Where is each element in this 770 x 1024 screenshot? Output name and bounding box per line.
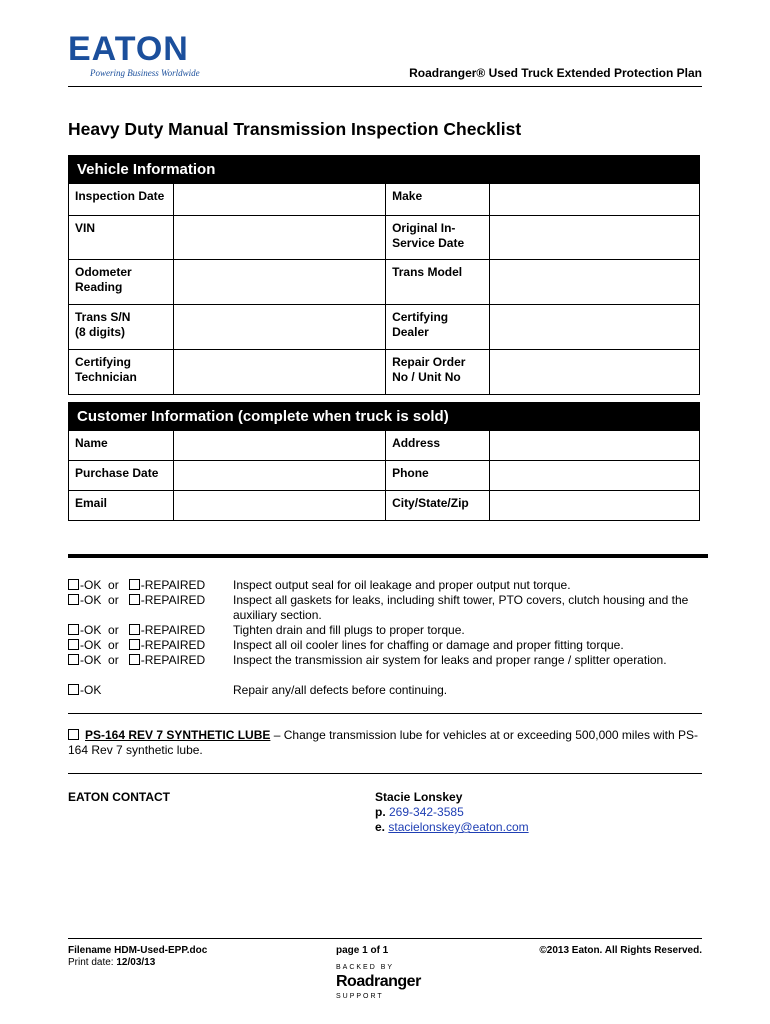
name-field[interactable]	[173, 431, 385, 461]
city-state-zip-field[interactable]	[489, 491, 699, 521]
check-item-2: Inspect all gaskets for leaks, including shift tower, PTO covers, clutch housing and the auxiliary section.	[233, 593, 689, 622]
check-row-3: -OK or -REPAIRED	[68, 623, 205, 638]
repaired-checkbox[interactable]	[129, 594, 140, 605]
certifying-dealer-field[interactable]	[490, 305, 700, 350]
odometer-label: Odometer Reading	[69, 260, 174, 305]
ok-checkbox[interactable]	[68, 579, 79, 590]
certifying-dealer-label: Certifying Dealer	[386, 305, 490, 350]
checklist-divider	[68, 554, 708, 558]
make-label: Make	[386, 184, 490, 216]
contact-email: e. stacielonskey@eaton.com	[375, 820, 529, 834]
roadranger-logo: Roadranger	[336, 973, 421, 990]
email-field[interactable]	[173, 491, 385, 521]
vin-label: VIN	[69, 216, 174, 260]
customer-info-heading: Customer Information (complete when truck is sold)	[69, 403, 700, 431]
vehicle-info-table	[68, 155, 700, 395]
footer-file-info	[68, 945, 207, 969]
lube-title: PS-164 REV 7 SYNTHETIC LUBE	[85, 728, 271, 742]
phone-label: Phone	[386, 461, 490, 491]
eaton-logo: EATON	[68, 30, 189, 68]
vehicle-info-heading: Vehicle Information	[69, 156, 700, 184]
lube-divider-top	[68, 713, 702, 714]
customer-info-table	[68, 402, 700, 521]
ok-checkbox[interactable]	[68, 684, 79, 695]
contact-phone: p. 269-342-3585	[375, 805, 464, 819]
check-row-2: -OK or -REPAIRED	[68, 593, 205, 608]
plan-title: Roadranger® Used Truck Extended Protection Plan	[409, 66, 702, 80]
check-item-3: Tighten drain and fill plugs to proper torque.	[233, 623, 465, 637]
copyright: ©2013 Eaton. All Rights Reserved.	[539, 945, 702, 956]
ok-checkbox[interactable]	[68, 594, 79, 605]
header-divider	[68, 86, 702, 87]
filename: Filename HDM-Used-EPP.doc	[68, 945, 208, 956]
page-title: Heavy Duty Manual Transmission Inspection Checklist	[68, 119, 522, 139]
vin-field[interactable]	[173, 216, 385, 260]
check-item-final: Repair any/all defects before continuing.	[233, 683, 448, 697]
check-item-5: Inspect the transmission air system for leaks and proper range / splitter operation.	[233, 653, 667, 667]
certifying-technician-label: Certifying Technician	[69, 350, 174, 395]
lube-row	[68, 728, 704, 758]
address-label: Address	[386, 431, 490, 461]
contact-email-link[interactable]: stacielonskey@eaton.com	[388, 820, 529, 834]
print-date: Print date: 12/03/13	[68, 957, 156, 968]
eaton-contact-label: EATON CONTACT	[68, 790, 170, 804]
purchase-date-label: Purchase Date	[69, 461, 174, 491]
name-label: Name	[69, 431, 174, 461]
repair-order-field[interactable]	[490, 350, 700, 395]
check-item-4: Inspect all oil cooler lines for chaffing or damage and proper fitting torque.	[233, 638, 624, 652]
repaired-checkbox[interactable]	[129, 639, 140, 650]
ok-checkbox[interactable]	[68, 654, 79, 665]
email-label: Email	[69, 491, 174, 521]
contact-name: Stacie Lonskey	[375, 790, 463, 804]
city-state-zip-label: City/State/Zip	[386, 491, 490, 521]
trans-sn-field[interactable]	[173, 305, 385, 350]
certifying-technician-field[interactable]	[173, 350, 385, 395]
ok-checkbox[interactable]	[68, 624, 79, 635]
inspection-date-label: Inspection Date	[69, 184, 174, 216]
footer-divider	[68, 938, 702, 939]
lube-text: – Change transmission lube for vehicles at or exceeding 500,000 miles with PS-164 Rev 7 synthetic lube.	[68, 728, 698, 757]
check-row-1: -OK or -REPAIRED	[68, 578, 205, 593]
ok-checkbox[interactable]	[68, 639, 79, 650]
odometer-field[interactable]	[173, 260, 385, 305]
lube-checkbox[interactable]	[68, 729, 79, 740]
contact-block	[375, 790, 529, 835]
logo-tagline: Powering Business Worldwide	[90, 68, 200, 78]
repaired-checkbox[interactable]	[129, 624, 140, 635]
check-row-5: -OK or -REPAIRED	[68, 653, 205, 668]
inspection-date-field[interactable]	[173, 184, 385, 216]
page-number: page 1 of 1	[336, 945, 389, 956]
in-service-date-label: Original In- Service Date	[386, 216, 490, 260]
roadranger-backed-by: BACKED BY	[336, 964, 395, 971]
make-field[interactable]	[490, 184, 700, 216]
lube-divider-bottom	[68, 773, 702, 774]
in-service-date-field[interactable]	[490, 216, 700, 260]
trans-model-label: Trans Model	[386, 260, 490, 305]
purchase-date-field[interactable]	[173, 461, 385, 491]
repaired-checkbox[interactable]	[129, 654, 140, 665]
trans-model-field[interactable]	[490, 260, 700, 305]
phone-field[interactable]	[489, 461, 699, 491]
address-field[interactable]	[489, 431, 699, 461]
roadranger-support: SUPPORT	[336, 993, 384, 1000]
check-item-1: Inspect output seal for oil leakage and proper output nut torque.	[233, 578, 571, 592]
check-row-4: -OK or -REPAIRED	[68, 638, 205, 653]
repair-order-label: Repair Order No / Unit No	[386, 350, 490, 395]
check-row-final: -OK	[68, 683, 101, 698]
repaired-checkbox[interactable]	[129, 579, 140, 590]
trans-sn-label: Trans S/N (8 digits)	[69, 305, 174, 350]
